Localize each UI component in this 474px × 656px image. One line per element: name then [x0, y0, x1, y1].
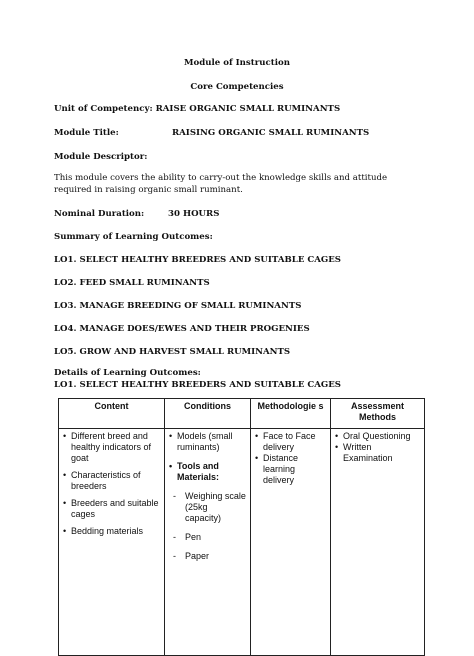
nominal-duration-label: Nominal Duration:	[54, 209, 145, 219]
core-competencies-heading: Core Competencies	[190, 82, 284, 92]
table-header-row	[59, 399, 425, 429]
content-item: • Characteristics of breeders	[63, 470, 160, 492]
unit-value: RAISE ORGANIC SMALL RUMINANTS	[155, 104, 341, 114]
bullet-icon: •	[255, 453, 259, 463]
module-descriptor-label: Module Descriptor:	[54, 152, 148, 162]
tool-item: - Paper	[173, 551, 246, 562]
tool-item: - Pen	[173, 532, 246, 543]
content-item: • Breeders and suitable cages	[63, 498, 160, 520]
module-title-label: Module Title:	[54, 128, 119, 138]
descriptor-line-1: This module covers the ability to carry-out the knowledge skills and attitude	[54, 173, 388, 183]
assessment-item: • Written Examination	[335, 442, 393, 463]
methodology-item: • Distance learning delivery	[255, 453, 299, 485]
details-label: Details of Learning Outcomes:	[54, 368, 201, 378]
outcome-lo1: LO1. SELECT HEALTHY BREEDRES AND SUITABLE CAGES	[54, 255, 341, 265]
methodologies-cell	[251, 429, 331, 656]
bullet-icon: •	[169, 431, 173, 441]
module-heading: Module of Instruction	[184, 58, 290, 68]
module-title-value: RAISING ORGANIC SMALL RUMINANTS	[172, 128, 370, 138]
header-conditions: Conditions	[165, 399, 251, 429]
nominal-duration-value: 30 HOURS	[168, 209, 220, 219]
outcome-lo2: LO2. FEED SMALL RUMINANTS	[54, 278, 210, 288]
outcome-lo5: LO5. GROW AND HARVEST SMALL RUMINANTS	[54, 347, 291, 357]
content-item: • Bedding materials	[63, 526, 160, 537]
methodology-item: • Face to Face delivery	[255, 431, 316, 452]
tools-list	[169, 491, 246, 562]
content-cell	[59, 429, 165, 656]
summary-label: Summary of Learning Outcomes:	[54, 232, 213, 242]
outcome-lo4: LO4. MANAGE DOES/EWES AND THEIR PROGENIES	[54, 324, 310, 334]
descriptor-line-2: required in raising organic small ruminant.	[54, 185, 243, 195]
bullet-icon: •	[255, 431, 259, 441]
unit-of-competency	[54, 104, 340, 115]
bullet-icon: •	[335, 431, 339, 441]
tool-item: - Weighing scale (25kg capacity)	[173, 491, 246, 524]
conditions-cell	[165, 429, 251, 656]
header-assessment: Assessment Methods	[331, 399, 425, 429]
conditions-models: • Models (small ruminants)	[169, 431, 233, 452]
learning-outcome-table	[58, 398, 425, 656]
details-lo1: LO1. SELECT HEALTHY BREEDERS AND SUITABLE CAGES	[54, 380, 341, 390]
assessment-cell	[331, 429, 425, 656]
unit-label: Unit of Competency:	[54, 104, 153, 114]
bullet-icon: •	[335, 442, 339, 452]
bullet-icon: •	[169, 461, 173, 471]
content-item: • Different breed and healthy indicators of goat	[63, 431, 160, 464]
outcome-lo3: LO3. MANAGE BREEDING OF SMALL RUMINANTS	[54, 301, 302, 311]
assessment-item: • Oral Questioning	[335, 431, 411, 441]
header-methodologies: Methodologie s	[251, 399, 331, 429]
header-content: Content	[59, 399, 165, 429]
tools-materials-title: • Tools and Materials:	[169, 461, 220, 482]
table-row	[59, 429, 425, 656]
